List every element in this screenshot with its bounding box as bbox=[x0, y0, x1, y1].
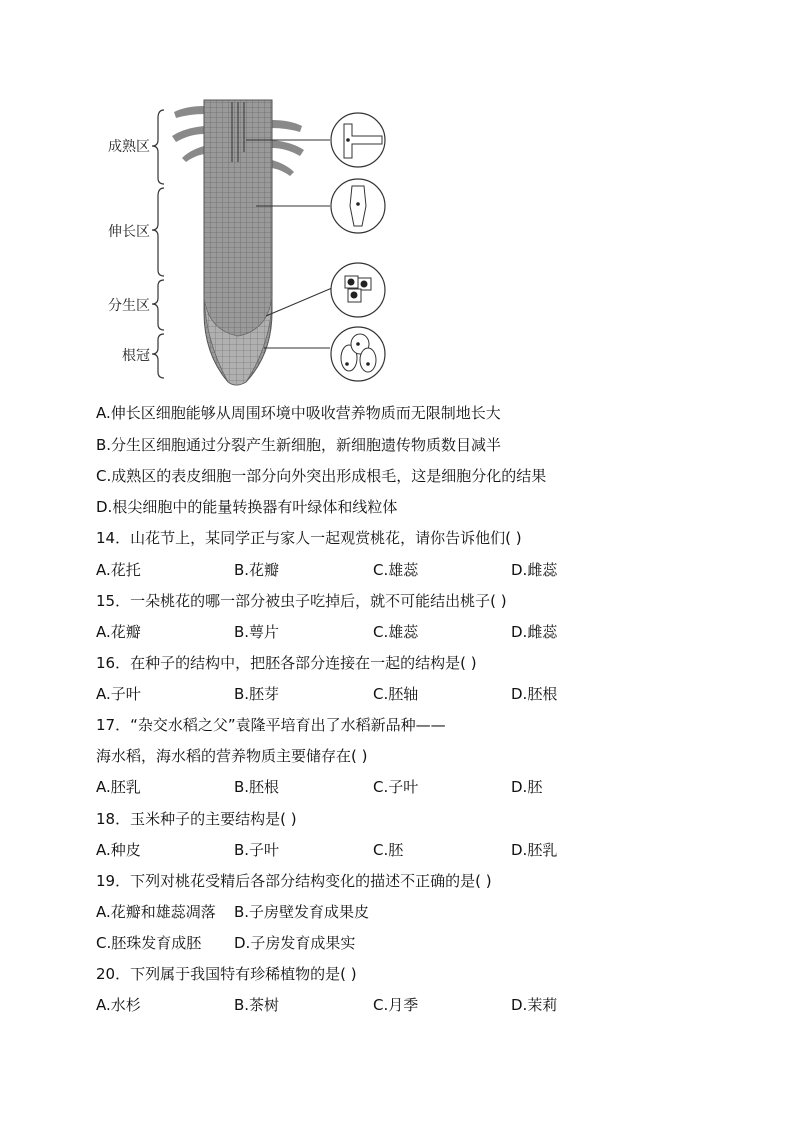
q19-stem: 19．下列对桃花受精后各部分结构变化的描述不正确的是( ) bbox=[96, 872, 492, 890]
q13-option-d: D.根尖细胞中的能量转换器有叶绿体和线粒体 bbox=[96, 498, 398, 516]
q19-option: B.子房壁发育成果皮 bbox=[234, 903, 370, 921]
q20-option: C.月季 bbox=[373, 996, 419, 1014]
q13-option-b: B.分生区细胞通过分裂产生新细胞，新细胞遗传物质数目减半 bbox=[96, 436, 502, 454]
q16-stem: 16．在种子的结构中，把胚各部分连接在一起的结构是( ) bbox=[96, 654, 477, 672]
q19-option: A.花瓣和雄蕊凋落 bbox=[96, 903, 216, 921]
q20-stem: 20．下列属于我国特有珍稀植物的是( ) bbox=[96, 965, 357, 983]
label-root-cap: 根冠 bbox=[122, 348, 150, 364]
q15-option: C.雄蕊 bbox=[373, 623, 419, 641]
q16-option: D.胚根 bbox=[511, 685, 558, 703]
q19-option: D.子房发育成果实 bbox=[234, 934, 356, 952]
q14-stem: 14．山花节上，某同学正与家人一起观赏桃花，请你告诉他们( ) bbox=[96, 529, 522, 547]
q16-option: C.胚轴 bbox=[373, 685, 419, 703]
q13-option-c: C.成熟区的表皮细胞一部分向外突出形成根毛，这是细胞分化的结果 bbox=[96, 467, 547, 485]
q16-option: B.胚芽 bbox=[234, 685, 280, 703]
label-mature-zone: 成熟区 bbox=[108, 139, 150, 155]
q18-option: B.子叶 bbox=[234, 841, 280, 859]
q14-option: A.花托 bbox=[96, 561, 141, 579]
q15-option: A.花瓣 bbox=[96, 623, 141, 641]
q20-option: A.水杉 bbox=[96, 996, 141, 1014]
q14-option: B.花瓣 bbox=[234, 561, 280, 579]
zone-braces bbox=[152, 110, 164, 378]
q17-option: A.胚乳 bbox=[96, 778, 141, 796]
q18-option: C.胚 bbox=[373, 841, 404, 859]
elongated-cell bbox=[350, 186, 366, 226]
label-elongation-zone: 伸长区 bbox=[108, 224, 150, 240]
q15-option: D.雌蕊 bbox=[511, 623, 558, 641]
q15-option: B.萼片 bbox=[234, 623, 280, 641]
q17-option: B.胚根 bbox=[234, 778, 280, 796]
q17-stem-continued: 海水稻，海水稻的营养物质主要储存在( ) bbox=[96, 747, 368, 765]
q20-option: B.茶树 bbox=[234, 996, 280, 1014]
q17-stem: 17．“杂交水稻之父”袁隆平培育出了水稻新品种—— bbox=[96, 716, 446, 734]
q19-option: C.胚珠发育成胚 bbox=[96, 934, 202, 952]
q20-option: D.茉莉 bbox=[511, 996, 558, 1014]
label-meristem-zone: 分生区 bbox=[108, 298, 150, 314]
q14-option: C.雄蕊 bbox=[373, 561, 419, 579]
q17-option: C.子叶 bbox=[373, 778, 419, 796]
q18-option: A.种皮 bbox=[96, 841, 141, 859]
q14-option: D.雌蕊 bbox=[511, 561, 558, 579]
root-tip-figure bbox=[96, 92, 396, 392]
q16-option: A.子叶 bbox=[96, 685, 141, 703]
q18-stem: 18．玉米种子的主要结构是( ) bbox=[96, 810, 297, 828]
q13-option-a: A.伸长区细胞能够从周围环境中吸收营养物质而无限制地长大 bbox=[96, 404, 501, 422]
q15-stem: 15．一朵桃花的哪一部分被虫子吃掉后，就不可能结出桃子( ) bbox=[96, 592, 507, 610]
q18-option: D.胚乳 bbox=[511, 841, 558, 859]
q17-option: D.胚 bbox=[511, 778, 543, 796]
